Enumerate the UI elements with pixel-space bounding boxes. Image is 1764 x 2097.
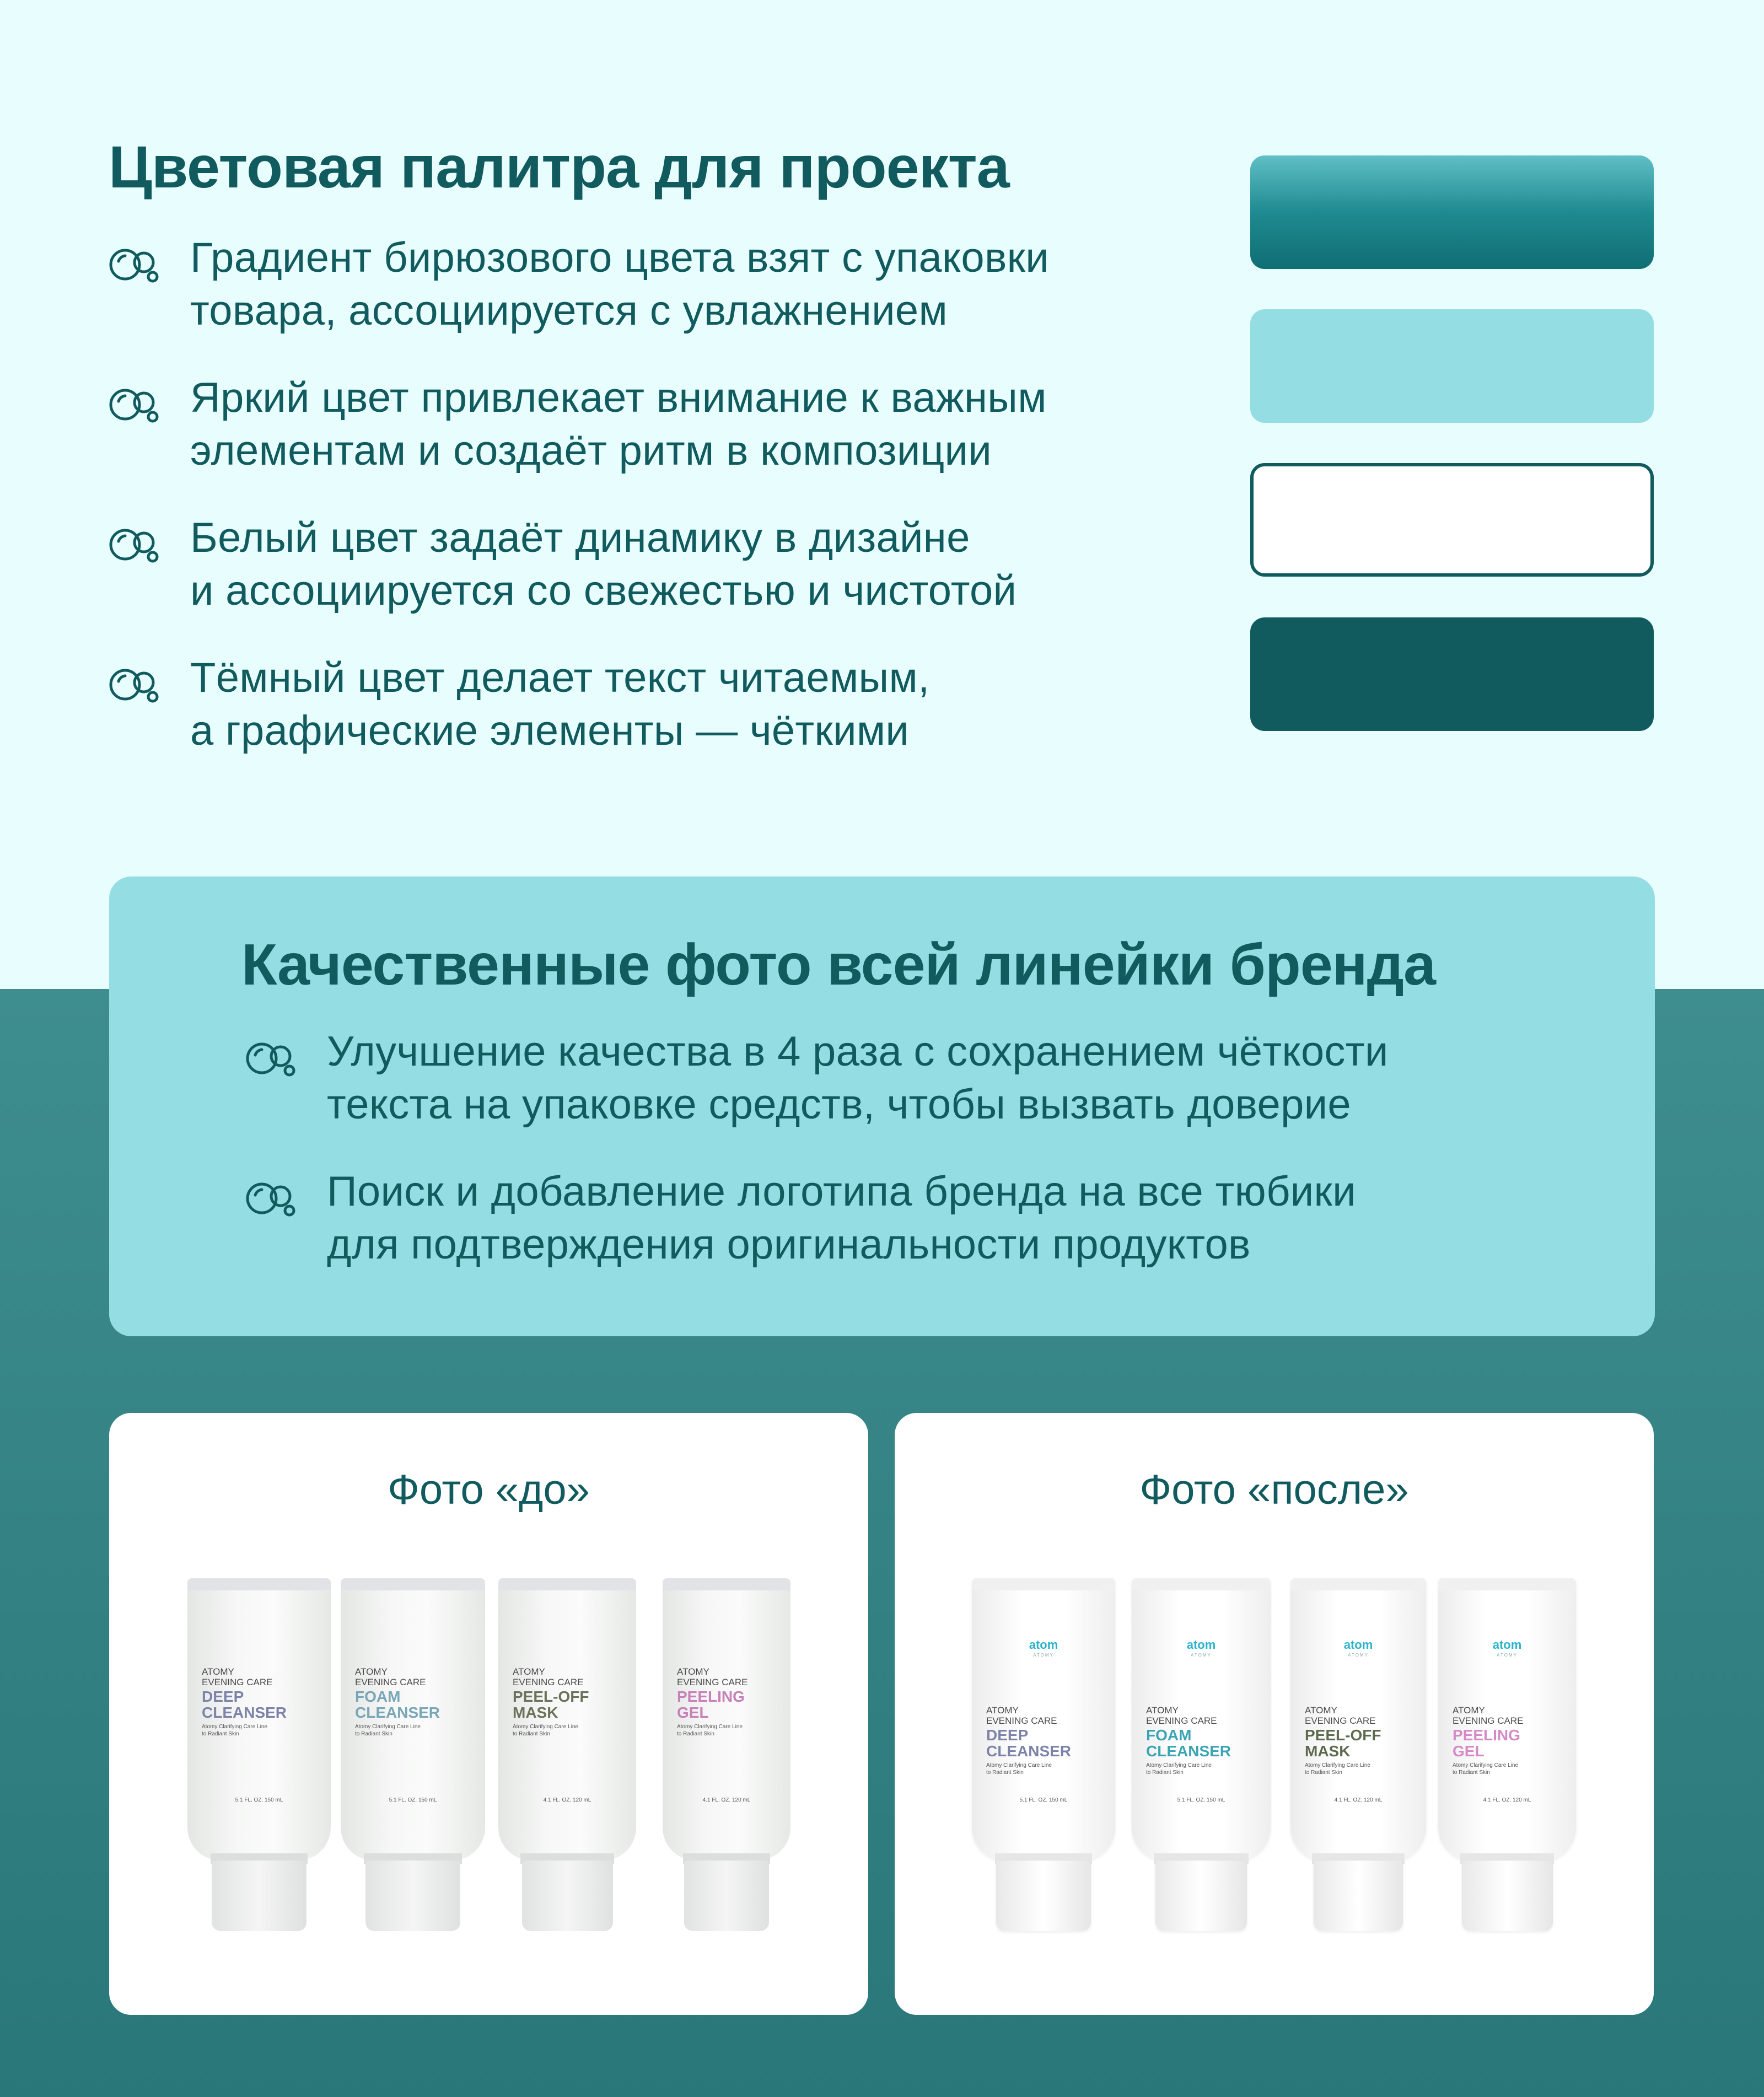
product-tube: [341, 1578, 485, 1931]
tube-brand: ATOMY: [1146, 1705, 1179, 1716]
tube-crimp: [341, 1578, 485, 1590]
palette-item-line1: Градиент бирюзового цвета взят с упаковки: [190, 234, 1049, 281]
logo-text: atom: [1492, 1638, 1522, 1652]
tube-name-line2: GEL: [677, 1704, 709, 1721]
tube-name-line2: CLEANSER: [986, 1743, 1072, 1760]
palette-item-line1: Белый цвет задаёт динамику в дизайне: [190, 514, 970, 561]
logo-subtext: ATOMY: [1033, 1653, 1054, 1658]
before-photo-card: [109, 1413, 868, 2015]
product-tube: [972, 1578, 1115, 1931]
tube-crimp: [1438, 1578, 1576, 1590]
quality-item: [244, 1025, 1622, 1131]
tube-brand: ATOMY: [677, 1666, 709, 1677]
tube-brand: ATOMY: [355, 1666, 388, 1677]
quality-item-line2: для подтверждения оригинальности продуктов: [327, 1221, 1251, 1268]
palette-item-line2: товара, ассоциируется с увлажнением: [190, 287, 948, 334]
quality-card: [109, 877, 1655, 1336]
logo-subtext: ATOMY: [1191, 1653, 1212, 1658]
quality-item: [244, 1165, 1622, 1271]
tube-line: EVENING CARE: [513, 1677, 584, 1687]
product-tube: [1290, 1578, 1426, 1931]
tube-cap: [1462, 1861, 1553, 1931]
tube-crimp: [1290, 1578, 1426, 1590]
tube-name-line1: FOAM: [355, 1688, 401, 1705]
palette-item: [107, 372, 1199, 477]
product-tube: [187, 1578, 331, 1931]
palette-title: Цветовая палитра для проекта: [109, 133, 1009, 200]
tube-name-line1: PEEL-OFF: [1305, 1727, 1381, 1744]
tube-product-name: [986, 1727, 1071, 1759]
tube-description: [1146, 1762, 1231, 1776]
tube-line: EVENING CARE: [677, 1677, 748, 1687]
palette-item-line1: Яркий цвет привлекает внимание к важным: [190, 374, 1047, 421]
tube-cap: [684, 1861, 768, 1931]
tube-crimp: [972, 1578, 1115, 1590]
tube-label: [986, 1705, 1071, 1776]
tube-cap: [212, 1861, 306, 1931]
tube-label: [355, 1666, 440, 1738]
tube-line: EVENING CARE: [1305, 1716, 1376, 1726]
tube-description: [513, 1723, 589, 1738]
swatch-white: [1250, 463, 1654, 577]
tube-product-name: [513, 1689, 589, 1720]
product-tube: [663, 1578, 790, 1931]
tube-cap: [1314, 1861, 1403, 1931]
tube-crimp: [663, 1578, 790, 1590]
product-tube: [1132, 1578, 1271, 1931]
tube-description: [986, 1762, 1071, 1776]
atomy-logo: [1438, 1638, 1576, 1658]
tube-description: [1453, 1762, 1523, 1776]
tube-name-line1: FOAM: [1146, 1727, 1192, 1744]
quality-title: Качественные фото всей линейки бренда: [241, 932, 1435, 997]
tube-crimp: [498, 1578, 636, 1590]
logo-text: atom: [1343, 1638, 1373, 1652]
palette-item-line1: Тёмный цвет делает текст читаемым,: [190, 654, 930, 701]
tube-description-line1: Atomy Clarifying Care Line: [1305, 1762, 1370, 1768]
tube-product-name: [677, 1689, 747, 1720]
tube-description-line2: to Radiant Skin: [986, 1770, 1024, 1776]
tube-name-line1: PEELING: [1453, 1727, 1520, 1744]
tube-product-name: [1146, 1727, 1231, 1759]
swatch-dark: [1250, 617, 1654, 731]
palette-item-line2: элементам и создаёт ритм в композиции: [190, 427, 992, 474]
palette-list: [107, 232, 1199, 792]
tube-line: EVENING CARE: [1453, 1716, 1524, 1726]
tube-description-line2: to Radiant Skin: [513, 1731, 550, 1737]
tube-label: [202, 1666, 287, 1738]
bubbles-icon: [244, 1174, 297, 1218]
tube-brand: ATOMY: [1453, 1705, 1485, 1716]
tube-brand: ATOMY: [513, 1666, 545, 1677]
tube-volume: 4.1 FL. OZ. 120 mL: [702, 1797, 751, 1803]
tube-volume: 4.1 FL. OZ. 120 mL: [1334, 1797, 1383, 1803]
tube-description: [1305, 1762, 1381, 1776]
tube-cap: [1155, 1861, 1247, 1931]
bubbles-icon: [107, 660, 160, 705]
tube-crimp: [187, 1578, 331, 1590]
bubbles-icon: [107, 380, 160, 424]
tube-description-line1: Atomy Clarifying Care Line: [202, 1724, 267, 1730]
quality-item-line2: текста на упаковке средств, чтобы вызвать доверие: [327, 1081, 1351, 1128]
tube-volume: 5.1 FL. OZ. 150 mL: [1019, 1797, 1068, 1803]
logo-text: atom: [1029, 1638, 1058, 1652]
tube-description-line2: to Radiant Skin: [202, 1731, 239, 1737]
tube-description: [355, 1723, 440, 1738]
tube-description-line1: Atomy Clarifying Care Line: [677, 1724, 743, 1730]
quality-item-line1: Улучшение качества в 4 раза с сохранением чёткости: [327, 1028, 1389, 1075]
tube-label: [1146, 1705, 1231, 1776]
tube-cap: [365, 1861, 461, 1931]
tube-brand: ATOMY: [202, 1666, 234, 1677]
quality-list: [244, 1025, 1622, 1305]
tube-description-line2: to Radiant Skin: [1146, 1770, 1184, 1776]
tube-volume: 4.1 FL. OZ. 120 mL: [543, 1797, 591, 1803]
bubbles-icon: [107, 520, 160, 564]
tube-product-name: [355, 1689, 440, 1720]
tube-description: [202, 1723, 287, 1738]
tube-cap: [522, 1861, 613, 1931]
tube-product-name: [202, 1689, 287, 1720]
tube-line: EVENING CARE: [986, 1716, 1057, 1726]
atomy-logo: [1132, 1638, 1271, 1658]
palette-item: [107, 232, 1199, 337]
palette-item: [107, 512, 1199, 617]
atomy-logo: [1290, 1638, 1426, 1658]
palette-item-line2: и ассоциируется со свежестью и чистотой: [190, 567, 1017, 614]
tube-name-line2: CLEANSER: [1146, 1743, 1231, 1760]
tube-description: [677, 1723, 747, 1738]
logo-subtext: ATOMY: [1348, 1653, 1369, 1658]
tube-name-line2: GEL: [1453, 1743, 1485, 1760]
tube-description-line1: Atomy Clarifying Care Line: [986, 1762, 1052, 1768]
swatch-gradient: [1250, 155, 1654, 269]
tube-label: [513, 1666, 589, 1738]
tube-product-name: [1453, 1727, 1523, 1759]
tube-volume: 5.1 FL. OZ. 150 mL: [389, 1797, 437, 1803]
tube-brand: ATOMY: [986, 1705, 1019, 1716]
tube-name-line1: DEEP: [202, 1688, 244, 1705]
tube-label: [1453, 1705, 1523, 1776]
tube-name-line1: DEEP: [986, 1727, 1029, 1744]
tube-name-line2: CLEANSER: [202, 1704, 287, 1721]
tube-description-line2: to Radiant Skin: [1305, 1770, 1342, 1776]
tube-volume: 5.1 FL. OZ. 150 mL: [235, 1797, 283, 1803]
tube-description-line1: Atomy Clarifying Care Line: [513, 1724, 578, 1730]
logo-subtext: ATOMY: [1497, 1653, 1518, 1658]
tube-volume: 5.1 FL. OZ. 150 mL: [1177, 1797, 1225, 1803]
tube-label: [677, 1666, 747, 1738]
tube-name-line2: CLEANSER: [355, 1704, 440, 1721]
tube-line: EVENING CARE: [355, 1677, 426, 1687]
before-title: Фото «до»: [388, 1466, 590, 1513]
palette-item: [107, 652, 1199, 757]
tube-product-name: [1305, 1727, 1381, 1759]
bubbles-icon: [107, 240, 160, 284]
tube-name-line1: PEELING: [677, 1688, 745, 1705]
after-tubes: [895, 1578, 1654, 1986]
swatch-light-turquoise: [1250, 309, 1654, 423]
product-tube: [498, 1578, 636, 1931]
bubbles-icon: [244, 1034, 297, 1078]
tube-crimp: [1132, 1578, 1271, 1590]
tube-name-line1: PEEL-OFF: [513, 1688, 589, 1705]
tube-cap: [996, 1861, 1091, 1931]
after-photo-card: [895, 1413, 1654, 2015]
tube-name-line2: MASK: [1305, 1743, 1351, 1760]
tube-label: [1305, 1705, 1381, 1776]
after-title: Фото «после»: [1139, 1466, 1409, 1513]
product-tube: [1438, 1578, 1576, 1931]
atomy-logo: [972, 1638, 1115, 1658]
tube-line: EVENING CARE: [1146, 1716, 1217, 1726]
tube-line: EVENING CARE: [202, 1677, 273, 1687]
tube-description-line2: to Radiant Skin: [677, 1731, 714, 1737]
tube-description-line1: Atomy Clarifying Care Line: [1453, 1762, 1518, 1768]
tube-description-line1: Atomy Clarifying Care Line: [355, 1724, 421, 1730]
before-tubes: [109, 1578, 868, 1986]
tube-volume: 4.1 FL. OZ. 120 mL: [1483, 1797, 1531, 1803]
tube-brand: ATOMY: [1305, 1705, 1337, 1716]
tube-name-line2: MASK: [513, 1704, 558, 1721]
tube-description-line2: to Radiant Skin: [355, 1731, 392, 1737]
logo-text: atom: [1186, 1638, 1216, 1652]
tube-description-line1: Atomy Clarifying Care Line: [1146, 1762, 1212, 1768]
quality-item-line1: Поиск и добавление логотипа бренда на все тюбики: [327, 1168, 1356, 1215]
palette-item-line2: а графические элементы — чёткими: [190, 707, 910, 754]
tube-description-line2: to Radiant Skin: [1453, 1770, 1490, 1776]
